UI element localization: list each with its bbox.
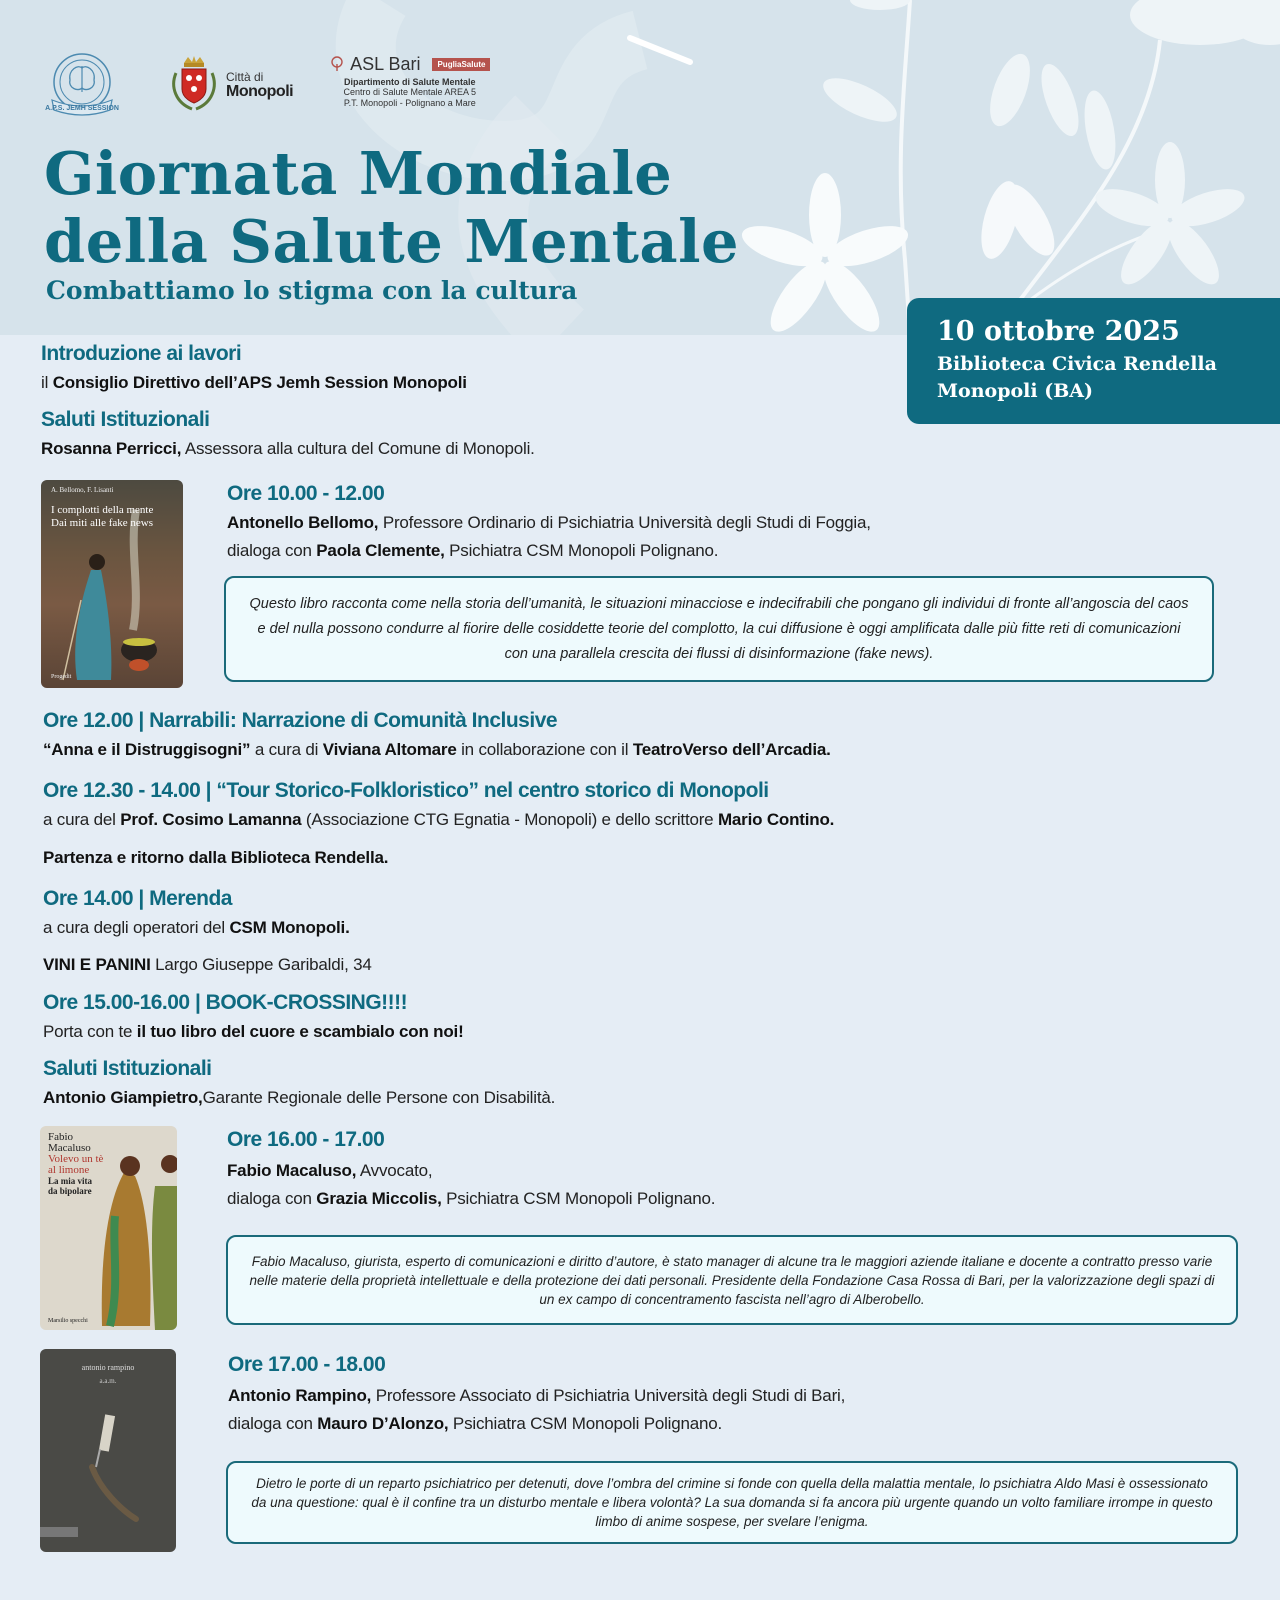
session-3-text xyxy=(43,810,834,830)
session-6-dialog-role: Psichiatra CSM Monopoli Polignano. xyxy=(441,1189,716,1208)
book-cover-aam xyxy=(40,1349,176,1552)
session-4-text xyxy=(43,918,350,938)
show-title: “Anna e il Distruggisogni” xyxy=(43,740,251,759)
book-publisher: Marsilio specchi xyxy=(48,1318,88,1324)
session-7-speaker-name: Antonio Rampino, xyxy=(228,1386,372,1405)
book-cover-volevo-un-te xyxy=(40,1126,177,1330)
session-7-dialog-name: Mauro D’Alonzo, xyxy=(317,1414,449,1433)
asl-name: ASL Bari xyxy=(350,53,421,74)
session-4-org: CSM Monopoli. xyxy=(229,918,350,937)
session-2-partner: TeatroVerso dell’Arcadia. xyxy=(632,740,831,759)
book-subtitle-line-2: da bipolare xyxy=(48,1186,92,1196)
book-subtitle-line-1: La mia vita xyxy=(48,1176,92,1186)
session-3-writer: Mario Contino. xyxy=(717,810,835,829)
event-date: 10 ottobre 2025 xyxy=(937,316,1180,347)
session-2-t1: a cura di xyxy=(250,740,323,759)
session-4-t1: a cura degli operatori del xyxy=(43,918,230,937)
title-line-2: della Salute Mentale xyxy=(44,207,740,276)
tree-icon xyxy=(329,56,345,72)
session-1-dialog-pre: dialoga con xyxy=(227,541,317,560)
session-6-dialog xyxy=(227,1189,715,1209)
session-1-description: Questo libro racconta come nella storia dell’umanità, le situazioni minacciose e indecifrabili che pongano gli individui di fronte all’angoscia del caos e del nulla possono condurre al fiorire delle cosiddette teorie del complotto, la cui diffusione è oggi amplificata dalle più fitte reti di comunicazioni con una parallela crescita dei flussi di disinformazione (fake news). xyxy=(249,595,1189,662)
event-date-box xyxy=(907,298,1280,424)
title-line-1: Giornata Mondiale xyxy=(44,139,673,208)
intro-heading: Introduzione ai lavori xyxy=(41,342,242,365)
session-1-speaker-name: Antonello Bellomo, xyxy=(227,513,379,532)
monopoli-coat-of-arms-icon xyxy=(166,53,222,119)
session-6-time: Ore 16.00 - 17.00 xyxy=(227,1128,385,1151)
saluti-2-name: Antonio Giampietro, xyxy=(43,1088,203,1107)
saluti-2-text xyxy=(43,1088,555,1108)
session-3-note: Partenza e ritorno dalla Biblioteca Rendella. xyxy=(43,848,389,867)
session-7-description: Dietro le porte di un reparto psichiatrico per detenuti, dove l’ombra del crimine si fonde con quella della malattia mentale, lo psichiatra Aldo Masi è ossessionato da una questione: qual è il confine tra un disturbo mentale e libera volontà? La sua domanda si fa ancora più urgente quando un volto familiare irrompe in questo limbo di anime sospese, per svelare l’enigma. xyxy=(251,1476,1213,1529)
book-title: I complotti della mente xyxy=(51,504,154,516)
session-5-bold: il tuo libro del cuore e scambialo con noi! xyxy=(136,1022,464,1041)
book-publisher: Progedit xyxy=(51,674,72,680)
asl-center: Centro di Salute Mentale AREA 5 xyxy=(343,87,477,98)
book-title-line-1: Volevo un tè xyxy=(48,1153,104,1165)
page-title xyxy=(44,140,739,276)
session-7-speaker-role: Professore Associato di Psichiatria Università degli Studi di Bari, xyxy=(371,1386,846,1405)
session-2-text xyxy=(43,740,831,760)
event-city: Monopoli (BA) xyxy=(937,380,1093,402)
intro-pre: il xyxy=(41,373,53,392)
session-6-description-box xyxy=(226,1235,1238,1325)
saluti-1-name: Rosanna Perricci, xyxy=(41,439,182,458)
book-cover-complotti xyxy=(41,480,183,688)
session-6-description: Fabio Macaluso, giurista, esperto di comunicazioni e diritto d’autore, è stato manager di alcune tra le maggiori aziende italiane e docente a contratto presso varie nelle materie della proprietà intellettuale e della protezione dei dati personali. Presidente della Fondazione Casa Rossa di Bari, per la valorizzazione degli spazi di un ex campo di concentramento fascista nell’agro di Alberobello. xyxy=(249,1253,1215,1307)
session-1-dialog-name: Paola Clemente, xyxy=(316,541,445,560)
session-3-t2: (Associazione CTG Egnatia - Monopoli) e dello scrittore xyxy=(301,810,718,829)
session-7-dialog-pre: dialoga con xyxy=(228,1414,318,1433)
logos-row xyxy=(44,50,490,122)
city-label: Città di xyxy=(226,70,264,85)
session-2-heading: Ore 12.00 | Narrabili: Narrazione di Comunità Inclusive xyxy=(43,709,558,732)
session-3-heading: Ore 12.30 - 14.00 | “Tour Storico-Folkloristico” nel centro storico di Monopoli xyxy=(43,779,769,802)
event-venue: Biblioteca Civica Rendella xyxy=(937,353,1217,375)
session-7-time: Ore 17.00 - 18.00 xyxy=(228,1353,386,1376)
session-2-curator: Viviana Altomare xyxy=(322,740,457,759)
session-2-t2: in collaborazione con il xyxy=(456,740,633,759)
session-1-speaker-role: Professore Ordinario di Psichiatria Università degli Studi di Foggia, xyxy=(378,513,871,532)
book-author: antonio rampino xyxy=(81,1363,135,1372)
session-5-text xyxy=(43,1022,464,1042)
session-7-speaker xyxy=(228,1386,845,1406)
saluti-1-heading: Saluti Istituzionali xyxy=(41,408,210,431)
session-1-dialog xyxy=(227,541,718,561)
session-6-speaker-role: Avvocato, xyxy=(356,1161,433,1180)
session-7-description-box xyxy=(226,1461,1238,1544)
session-7-dialog-role: Psichiatra CSM Monopoli Polignano. xyxy=(448,1414,723,1433)
aps-jemh-session-logo xyxy=(44,52,120,120)
saluti-1-role: Assessora alla cultura del Comune di Monopoli. xyxy=(181,439,535,458)
book-title: a.a.m. xyxy=(99,1377,117,1385)
citta-di-monopoli-logo xyxy=(166,53,293,119)
session-4-heading: Ore 14.00 | Merenda xyxy=(43,887,232,910)
saluti-2-heading: Saluti Istituzionali xyxy=(43,1057,212,1080)
header-banner xyxy=(0,0,1280,335)
page-subtitle: Combattiamo lo stigma con la cultura xyxy=(46,276,578,305)
intro-bold: Consiglio Direttivo dell’APS Jemh Session Monopoli xyxy=(52,373,467,392)
saluti-1-text xyxy=(41,439,535,459)
session-1-speaker xyxy=(227,513,871,533)
book-subtitle: Dai miti alle fake news xyxy=(51,517,154,529)
session-5-t1: Porta con te xyxy=(43,1022,137,1041)
session-1-dialog-role: Psichiatra CSM Monopoli Polignano. xyxy=(444,541,719,560)
intro-text xyxy=(41,373,467,393)
venue-name: VINI E PANINI xyxy=(43,955,151,974)
session-6-speaker-name: Fabio Macaluso, xyxy=(227,1161,357,1180)
session-1-time: Ore 10.00 - 12.00 xyxy=(227,482,385,505)
asl-area: P.T. Monopoli - Polignano a Mare xyxy=(343,97,476,108)
session-4-venue xyxy=(43,955,372,975)
session-6-dialog-pre: dialoga con xyxy=(227,1189,317,1208)
asl-department: Dipartimento di Salute Mentale xyxy=(344,76,476,87)
city-name: Monopoli xyxy=(226,82,294,100)
venue-address: Largo Giuseppe Garibaldi, 34 xyxy=(150,955,372,974)
session-3-t1: a cura del xyxy=(43,810,121,829)
session-6-dialog-name: Grazia Miccolis, xyxy=(316,1189,442,1208)
aps-logo-text: A.P.S. JEMH SESSION xyxy=(45,105,119,112)
asl-bari-logo xyxy=(329,54,490,108)
session-6-speaker xyxy=(227,1161,432,1181)
saluti-2-role: Garante Regionale delle Persone con Disabilità. xyxy=(202,1088,556,1107)
book-author-last: Macaluso xyxy=(48,1142,91,1154)
puglia-salute-badge: PugliaSalute xyxy=(432,58,490,71)
book-title-line-2: al limone xyxy=(48,1164,90,1176)
book-author-first: Fabio xyxy=(48,1131,74,1143)
session-1-description-box xyxy=(224,576,1214,682)
session-7-dialog xyxy=(228,1414,722,1434)
session-5-heading: Ore 15.00-16.00 | BOOK-CROSSING!!!! xyxy=(43,991,408,1014)
book-authors: A. Bellomo, F. Lisanti xyxy=(51,486,114,494)
session-3-guide: Prof. Cosimo Lamanna xyxy=(120,810,302,829)
